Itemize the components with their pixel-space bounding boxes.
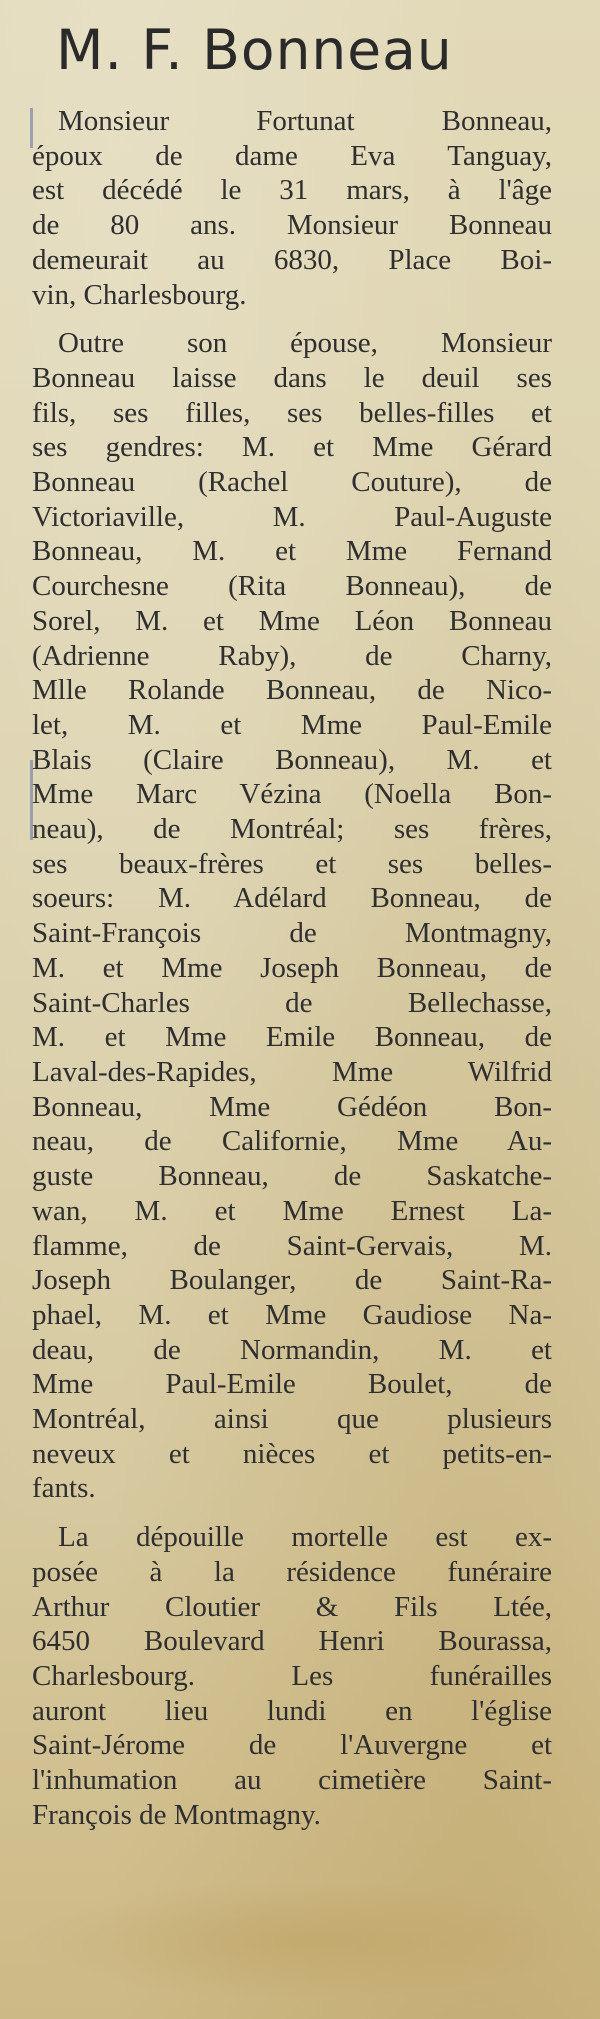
obituary-body [32, 104, 552, 1846]
text-line: La dépouille mortelle est ex- [58, 1521, 552, 1554]
text-line: fils, ses filles, ses belles-filles et [32, 396, 552, 429]
text-line: neau), de Montréal; ses frères, [32, 813, 552, 846]
text-line: Outre son épouse, Monsieur [58, 327, 552, 360]
text-line: François de Montmagny. [32, 1798, 321, 1831]
text-line: deau, de Normandin, M. et [32, 1333, 552, 1366]
text-line: phael, M. et Mme Gaudiose Na- [32, 1298, 552, 1331]
text-line: (Adrienne Raby), de Charny, [32, 639, 552, 672]
text-line: Mme Marc Vézina (Noella Bon- [32, 778, 552, 811]
text-line: posée à la résidence funéraire [32, 1555, 552, 1588]
text-line: Courchesne (Rita Bonneau), de [32, 570, 552, 603]
paragraph-2 [32, 326, 552, 1506]
text-line: Bonneau (Rachel Couture), de [32, 466, 552, 499]
text-line: époux de dame Eva Tanguay, [32, 139, 552, 172]
text-line: Charlesbourg. Les funérailles [32, 1659, 552, 1692]
text-line: soeurs: M. Adélard Bonneau, de [32, 882, 552, 915]
text-line: neveux et nièces et petits-en- [32, 1437, 552, 1470]
paragraph-1 [32, 104, 552, 312]
headline: M. F. Bonneau [56, 18, 453, 82]
text-line: Mme Paul-Emile Boulet, de [32, 1368, 552, 1401]
text-line: ses beaux-frères et ses belles- [32, 847, 552, 880]
text-line: neau, de Californie, Mme Au- [32, 1125, 552, 1158]
text-line: 6450 Boulevard Henri Bourassa, [32, 1625, 552, 1658]
text-line: Sorel, M. et Mme Léon Bonneau [32, 604, 552, 637]
text-line: Mlle Rolande Bonneau, de Nico- [32, 674, 552, 707]
text-line: Joseph Boulanger, de Saint-Ra- [32, 1264, 552, 1297]
text-line: guste Bonneau, de Saskatche- [32, 1160, 552, 1193]
text-line: l'inhumation au cimetière Saint- [32, 1764, 552, 1797]
text-line: ses gendres: M. et Mme Gérard [32, 431, 552, 464]
text-line: M. et Mme Joseph Bonneau, de [32, 951, 552, 984]
text-line: Saint-Charles de Bellechasse, [32, 986, 552, 1019]
paragraph-3 [32, 1520, 552, 1832]
text-line: M. et Mme Emile Bonneau, de [32, 1021, 552, 1054]
text-line: Blais (Claire Bonneau), M. et [32, 743, 552, 776]
text-line: Victoriaville, M. Paul-Auguste [32, 500, 552, 533]
text-line: vin, Charlesbourg. [32, 278, 247, 311]
text-line: auront lieu lundi en l'église [32, 1694, 552, 1727]
text-line: wan, M. et Mme Ernest La- [32, 1194, 552, 1227]
paper-stain [20, 1880, 580, 2000]
text-line: Saint-Jérome de l'Auvergne et [32, 1729, 552, 1762]
text-line: Bonneau laisse dans le deuil ses [32, 361, 552, 394]
text-line: de 80 ans. Monsieur Bonneau [32, 209, 552, 242]
text-line: Arthur Cloutier & Fils Ltée, [32, 1590, 552, 1623]
text-line: demeurait au 6830, Place Boi- [32, 243, 552, 276]
text-line: Bonneau, M. et Mme Fernand [32, 535, 552, 568]
text-line: fants. [32, 1472, 96, 1505]
text-line: Saint-François de Montmagny, [32, 917, 552, 950]
text-line: Bonneau, Mme Gédéon Bon- [32, 1090, 552, 1123]
text-line: Laval-des-Rapides, Mme Wilfrid [32, 1055, 552, 1088]
text-line: Monsieur Fortunat Bonneau, [58, 105, 552, 137]
text-line: flamme, de Saint-Gervais, M. [32, 1229, 552, 1262]
text-line: Montréal, ainsi que plusieurs [32, 1403, 552, 1436]
text-line: est décédé le 31 mars, à l'âge [32, 174, 552, 207]
text-line: let, M. et Mme Paul-Emile [32, 708, 552, 741]
